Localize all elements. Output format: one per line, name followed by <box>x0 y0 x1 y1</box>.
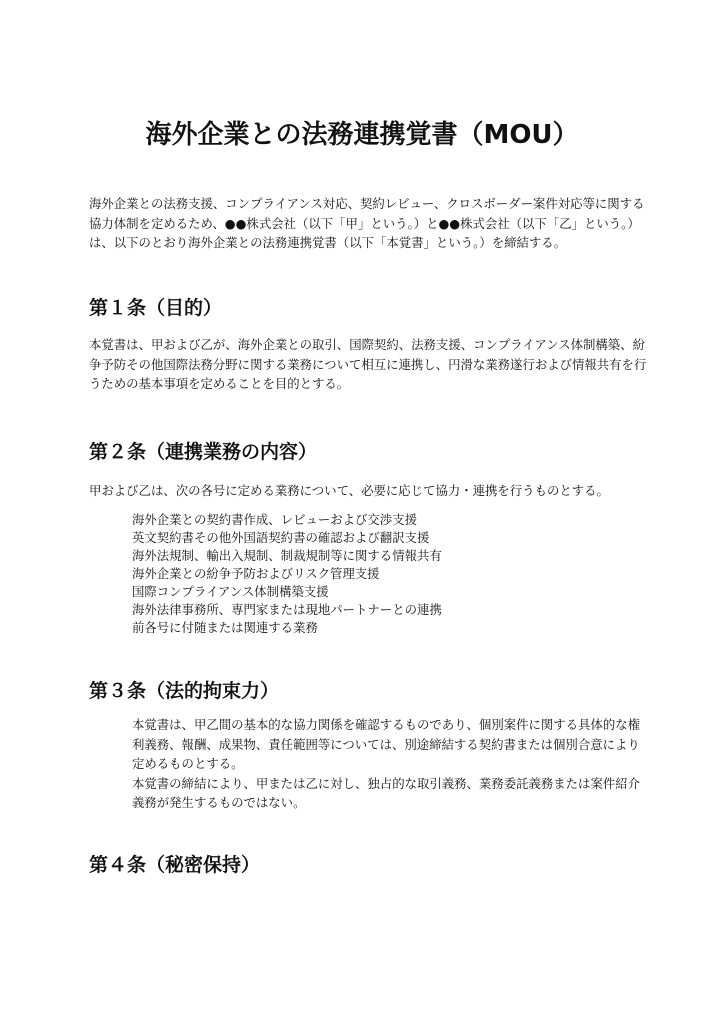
article-1-body <box>89 335 646 394</box>
article-4-heading: 第４条（秘密保持） <box>89 854 261 876</box>
article-2-item-list <box>132 511 442 637</box>
article-1-line: 争予防その他国際法務分野に関する業務について相互に連携し、円滑な業務遂行および情報共有を行 <box>89 356 647 372</box>
article-3-line: 本覚書の締結により、甲または乙に対し、独占的な取引義務、業務委託義務または案件紹介 <box>132 775 641 791</box>
article-3-line: 義務が発生するものではない。 <box>132 795 306 810</box>
list-item: 海外企業との契約書作成、レビューおよび交渉支援 <box>132 512 417 527</box>
article-1-line: うための基本事項を定めることを目的とする。 <box>89 376 350 391</box>
preamble-line: 協力体制を定めるため、●●株式会社（以下「甲」という。）と●●株式会社（以下「乙」という。） <box>89 215 640 231</box>
article-1-line: 本覚書は、甲および乙が、海外企業との取引、国際契約、法務支援、コンプライアンス体制構築、紛 <box>89 337 645 352</box>
article-1-heading: 第１条（目的） <box>89 297 223 319</box>
list-item: 海外法律事務所、専門家または現地パートナーとの連携 <box>132 602 442 617</box>
list-item: 海外企業との紛争予防およびリスク管理支援 <box>132 566 380 581</box>
article-3-line: 本覚書は、甲乙間の基本的な協力関係を確認するものであり、個別案件に関する具体的な権 <box>132 717 641 732</box>
article-2-intro <box>89 481 609 501</box>
list-item: 前各号に付随または関連する業務 <box>132 620 318 635</box>
article-2-intro-line: 甲および乙は、次の各号に定める業務について、必要に応じて協力・連携を行うものとする。 <box>89 483 609 498</box>
article-3-line: 定めるものとする。 <box>132 756 244 771</box>
article-3-heading: 第３条（法的拘束力） <box>89 680 280 702</box>
preamble-line: は、以下のとおり海外企業との法務連携覚書（以下「本覚書」という。）を締結する。 <box>89 235 567 250</box>
article-2-heading: 第２条（連携業務の内容） <box>89 441 318 463</box>
list-item: 国際コンプライアンス体制構築支援 <box>132 584 329 599</box>
article-3-line: 利義務、報酬、成果物、責任範囲等については、別途締結する契約書または個別合意により <box>132 736 640 752</box>
list-item: 海外法規制、輸出入規制、制裁規制等に関する情報共有 <box>132 548 442 563</box>
list-item: 英文契約書その他外国語契約書の確認および翻訳支援 <box>132 530 430 545</box>
document-title: 海外企業との法務連携覚書（MOU） <box>145 120 579 150</box>
preamble-paragraph <box>89 194 644 253</box>
preamble-line: 海外企業との法務支援、コンプライアンス対応、契約レビュー、クロスボーダー案件対応等に関する <box>89 196 645 211</box>
article-3-body <box>132 715 640 813</box>
